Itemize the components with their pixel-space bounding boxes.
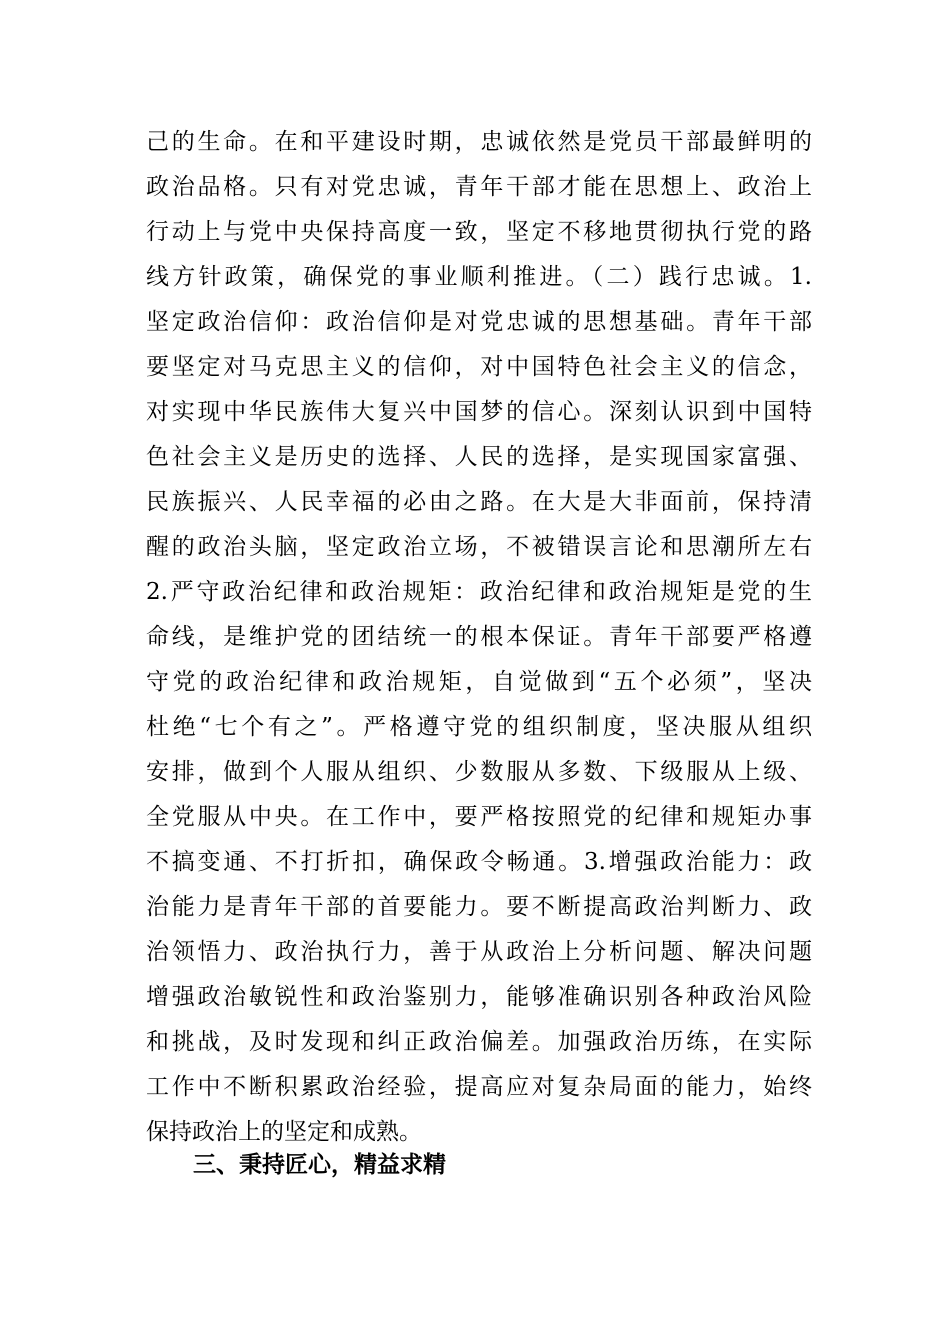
- text-line: 保持政治上的坚定和成熟。: [146, 1119, 422, 1145]
- text-line: 醒的政治头脑，坚定政治立场，不被错误言论和思潮所左右: [146, 534, 812, 560]
- text-line: 治领悟力、政治执行力，善于从政治上分析问题、解决问题: [146, 939, 812, 965]
- text-line: 己的生命。在和平建设时期，忠诚依然是党员干部最鲜明的: [146, 129, 812, 155]
- text-line: 行动上与党中央保持高度一致，坚定不移地贯彻执行党的路: [146, 219, 812, 245]
- text-line: 政治品格。只有对党忠诚，青年干部才能在思想上、政治上: [146, 174, 812, 200]
- text-line: 色社会主义是历史的选择、人民的选择，是实现国家富强、: [146, 444, 812, 470]
- text-line: 要坚定对马克思主义的信仰，对中国特色社会主义的信念，: [146, 354, 812, 380]
- text-line: 全党服从中央。在工作中，要严格按照党的纪律和规矩办事: [146, 804, 812, 830]
- text-line: 治能力是青年干部的首要能力。要不断提高政治判断力、政: [146, 894, 812, 920]
- text-line: 不搞变通、不打折扣，确保政令畅通。3.增强政治能力：政: [146, 849, 812, 875]
- body-paragraph: [146, 120, 812, 1155]
- text-line: 民族振兴、人民幸福的必由之路。在大是大非面前，保持清: [146, 489, 812, 515]
- text-line: 工作中不断积累政治经验，提高应对复杂局面的能力，始终: [146, 1074, 812, 1100]
- text-line: 2.严守政治纪律和政治规矩：政治纪律和政治规矩是党的生: [146, 579, 812, 605]
- text-line: 坚定政治信仰：政治信仰是对党忠诚的思想基础。青年干部: [146, 309, 812, 335]
- text-line: 安排，做到个人服从组织、少数服从多数、下级服从上级、: [146, 759, 812, 785]
- text-line: 守党的政治纪律和政治规矩，自觉做到“五个必须”，坚决: [146, 669, 812, 695]
- text-line: 增强政治敏锐性和政治鉴别力，能够准确识别各种政治风险: [146, 984, 812, 1010]
- section-heading: 三、秉持匠心，精益求精: [193, 1152, 446, 1178]
- text-line: 线方针政策，确保党的事业顺利推进。（二）践行忠诚。1.: [146, 264, 812, 290]
- text-line: 杜绝“七个有之”。严格遵守党的组织制度，坚决服从组织: [146, 714, 812, 740]
- text-line: 对实现中华民族伟大复兴中国梦的信心。深刻认识到中国特: [146, 399, 812, 425]
- text-line: 和挑战，及时发现和纠正政治偏差。加强政治历练，在实际: [146, 1029, 812, 1055]
- text-line: 命线，是维护党的团结统一的根本保证。青年干部要严格遵: [146, 624, 812, 650]
